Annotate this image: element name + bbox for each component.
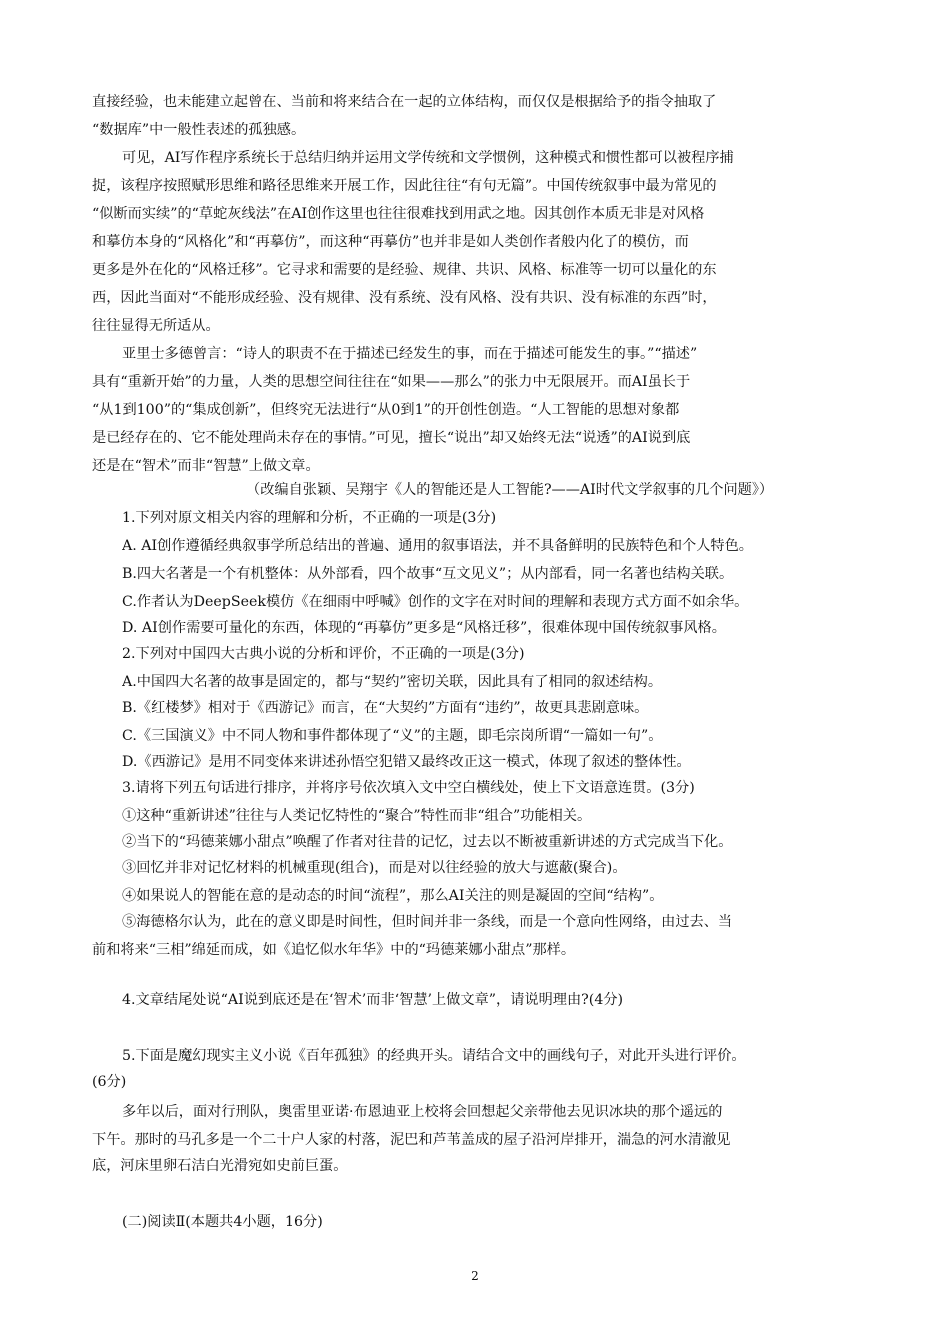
question-4: 4.文章结尾处说“AI说到底还是在‘智术’而非‘智慧’上做文章”，请说明理由?(4分): [122, 992, 624, 1008]
excerpt-line: 多年以后，面对行刑队，奥雷里亚诺·布恩迪亚上校将会回想起父亲带他去见识冰块的那个遥远的: [122, 1104, 723, 1120]
passage-line: 是已经存在的、它不能处理尚未存在的事情。”可见，擅长“说出”却又始终无法“说透”的AI说到底: [92, 430, 691, 446]
question-1-option-a: A. AI创作遵循经典叙事学所总结出的普遍、通用的叙事语法，并不具备鲜明的民族特色和个人特色。: [122, 538, 753, 554]
question-2-option-a: A.中国四大名著的故事是固定的，都与“契约”密切关联，因此具有了相同的叙述结构。: [122, 674, 663, 690]
question-1-option-c: C.作者认为DeepSeek模仿《在细雨中呼喊》创作的文字在对时间的理解和表现方式方面不如余华。: [122, 594, 749, 610]
question-1-option-b: B.四大名著是一个有机整体：从外部看，四个故事“互文见义”；从内部看，同一名著也结构关联。: [122, 566, 734, 582]
question-3-sentence-4: ④如果说人的智能在意的是动态的时间“流程”，那么AI关注的则是凝固的空间“结构”。: [122, 888, 664, 904]
question-1-option-d: D. AI创作需要可量化的东西，体现的“再摹仿”更多是“风格迁移”，很难体现中国传统叙事风格。: [122, 620, 726, 636]
passage-line: 捉，该程序按照赋形思维和路径思维来开展工作，因此往往“有句无篇”。中国传统叙事中最为常见的: [92, 178, 717, 194]
question-3-sentence-5: ⑤海德格尔认为，此在的意义即是时间性，但时间并非一条线，而是一个意向性网络，由过去、当: [122, 914, 733, 930]
question-3-sentence-3: ③回忆并非对记忆材料的机械重现(组合)，而是对以往经验的放大与遮蔽(聚合)。: [122, 860, 627, 876]
question-3: 3.请将下列五句话进行排序，并将序号依次填入文中空白横线处，使上下文语意连贯。(3分): [122, 780, 695, 796]
passage-line: 还是在“智术”而非“智慧”上做文章。: [92, 458, 320, 474]
source-citation: （改编自张颖、吴翔宇《人的智能还是人工智能?——AI时代文学叙事的几个问题》）: [246, 482, 774, 498]
question-3-sentence-5-cont: 前和将来“三相”绵延而成，如《追忆似水年华》中的“玛德莱娜小甜点”那样。: [92, 942, 576, 958]
passage-line: 西，因此当面对“不能形成经验、没有规律、没有系统、没有风格、没有共识、没有标准的东西”时，: [92, 290, 717, 306]
question-5: 5.下面是魔幻现实主义小说《百年孤独》的经典开头。请结合文中的画线句子，对此开头进行评价。: [122, 1048, 746, 1064]
question-3-sentence-2: ②当下的“玛德莱娜小甜点”唤醒了作者对往昔的记忆，过去以不断被重新讲述的方式完成当下化。: [122, 834, 733, 850]
question-5-score: (6分): [92, 1074, 127, 1090]
passage-line: 直接经验，也未能建立起曾在、当前和将来结合在一起的立体结构，而仅仅是根据给予的指令抽取了: [92, 94, 717, 110]
passage-line: “从1到100”的“集成创新”，但终究无法进行“从0到1”的开创性创造。“人工智能的思想对象都: [92, 402, 680, 418]
passage-line: 具有“重新开始”的力量，人类的思想空间往往在“如果——那么”的张力中无限展开。而AI虽长于: [92, 374, 691, 390]
passage-line: “似断而实续”的“草蛇灰线法”在AI创作这里也往往很难找到用武之地。因其创作本质无非是对风格: [92, 206, 705, 222]
question-2: 2.下列对中国四大古典小说的分析和评价，不正确的一项是(3分): [122, 646, 525, 662]
question-2-option-b: B.《红楼梦》相对于《西游记》而言，在“大契约”方面有“违约”，故更具悲剧意味。: [122, 700, 649, 716]
passage-line: 往往显得无所适从。: [92, 318, 220, 334]
question-3-sentence-1: ①这种“重新讲述”往往与人类记忆特性的“聚合”特性而非“组合”功能相关。: [122, 808, 592, 824]
question-1: 1.下列对原文相关内容的理解和分析，不正确的一项是(3分): [122, 510, 497, 526]
passage-line: 可见，AI写作程序系统长于总结归纳并运用文学传统和文学惯例，这种模式和惯性都可以被程序捕: [122, 150, 734, 166]
section-heading: (二)阅读Ⅱ(本题共4小题，16分): [122, 1214, 323, 1230]
passage-line: 更多是外在化的“风格迁移”。它寻求和需要的是经验、规律、共识、风格、标准等一切可以量化的东: [92, 262, 717, 278]
passage-line: 和摹仿本身的“风格化”和“再摹仿”，而这种“再摹仿”也并非是如人类创作者般内化了的模仿，而: [92, 234, 689, 250]
passage-line: 亚里士多德曾言：“诗人的职责不在于描述已经发生的事，而在于描述可能发生的事。”“描述”: [122, 346, 698, 362]
question-2-option-d: D.《西游记》是用不同变体来讲述孙悟空犯错又最终改正这一模式，体现了叙述的整体性。: [122, 754, 691, 770]
excerpt-line: 下午。那时的马孔多是一个二十户人家的村落，泥巴和芦苇盖成的屋子沿河岸排开，湍急的河水清澈见: [92, 1132, 731, 1148]
page-number: 2: [471, 1269, 479, 1283]
excerpt-line: 底，河床里卵石洁白光滑宛如史前巨蛋。: [92, 1158, 348, 1174]
passage-line: “数据库”中一般性表述的孤独感。: [92, 122, 306, 138]
question-2-option-c: C.《三国演义》中不同人物和事件都体现了“义”的主题，即毛宗岗所谓“一篇如一句”。: [122, 728, 663, 744]
